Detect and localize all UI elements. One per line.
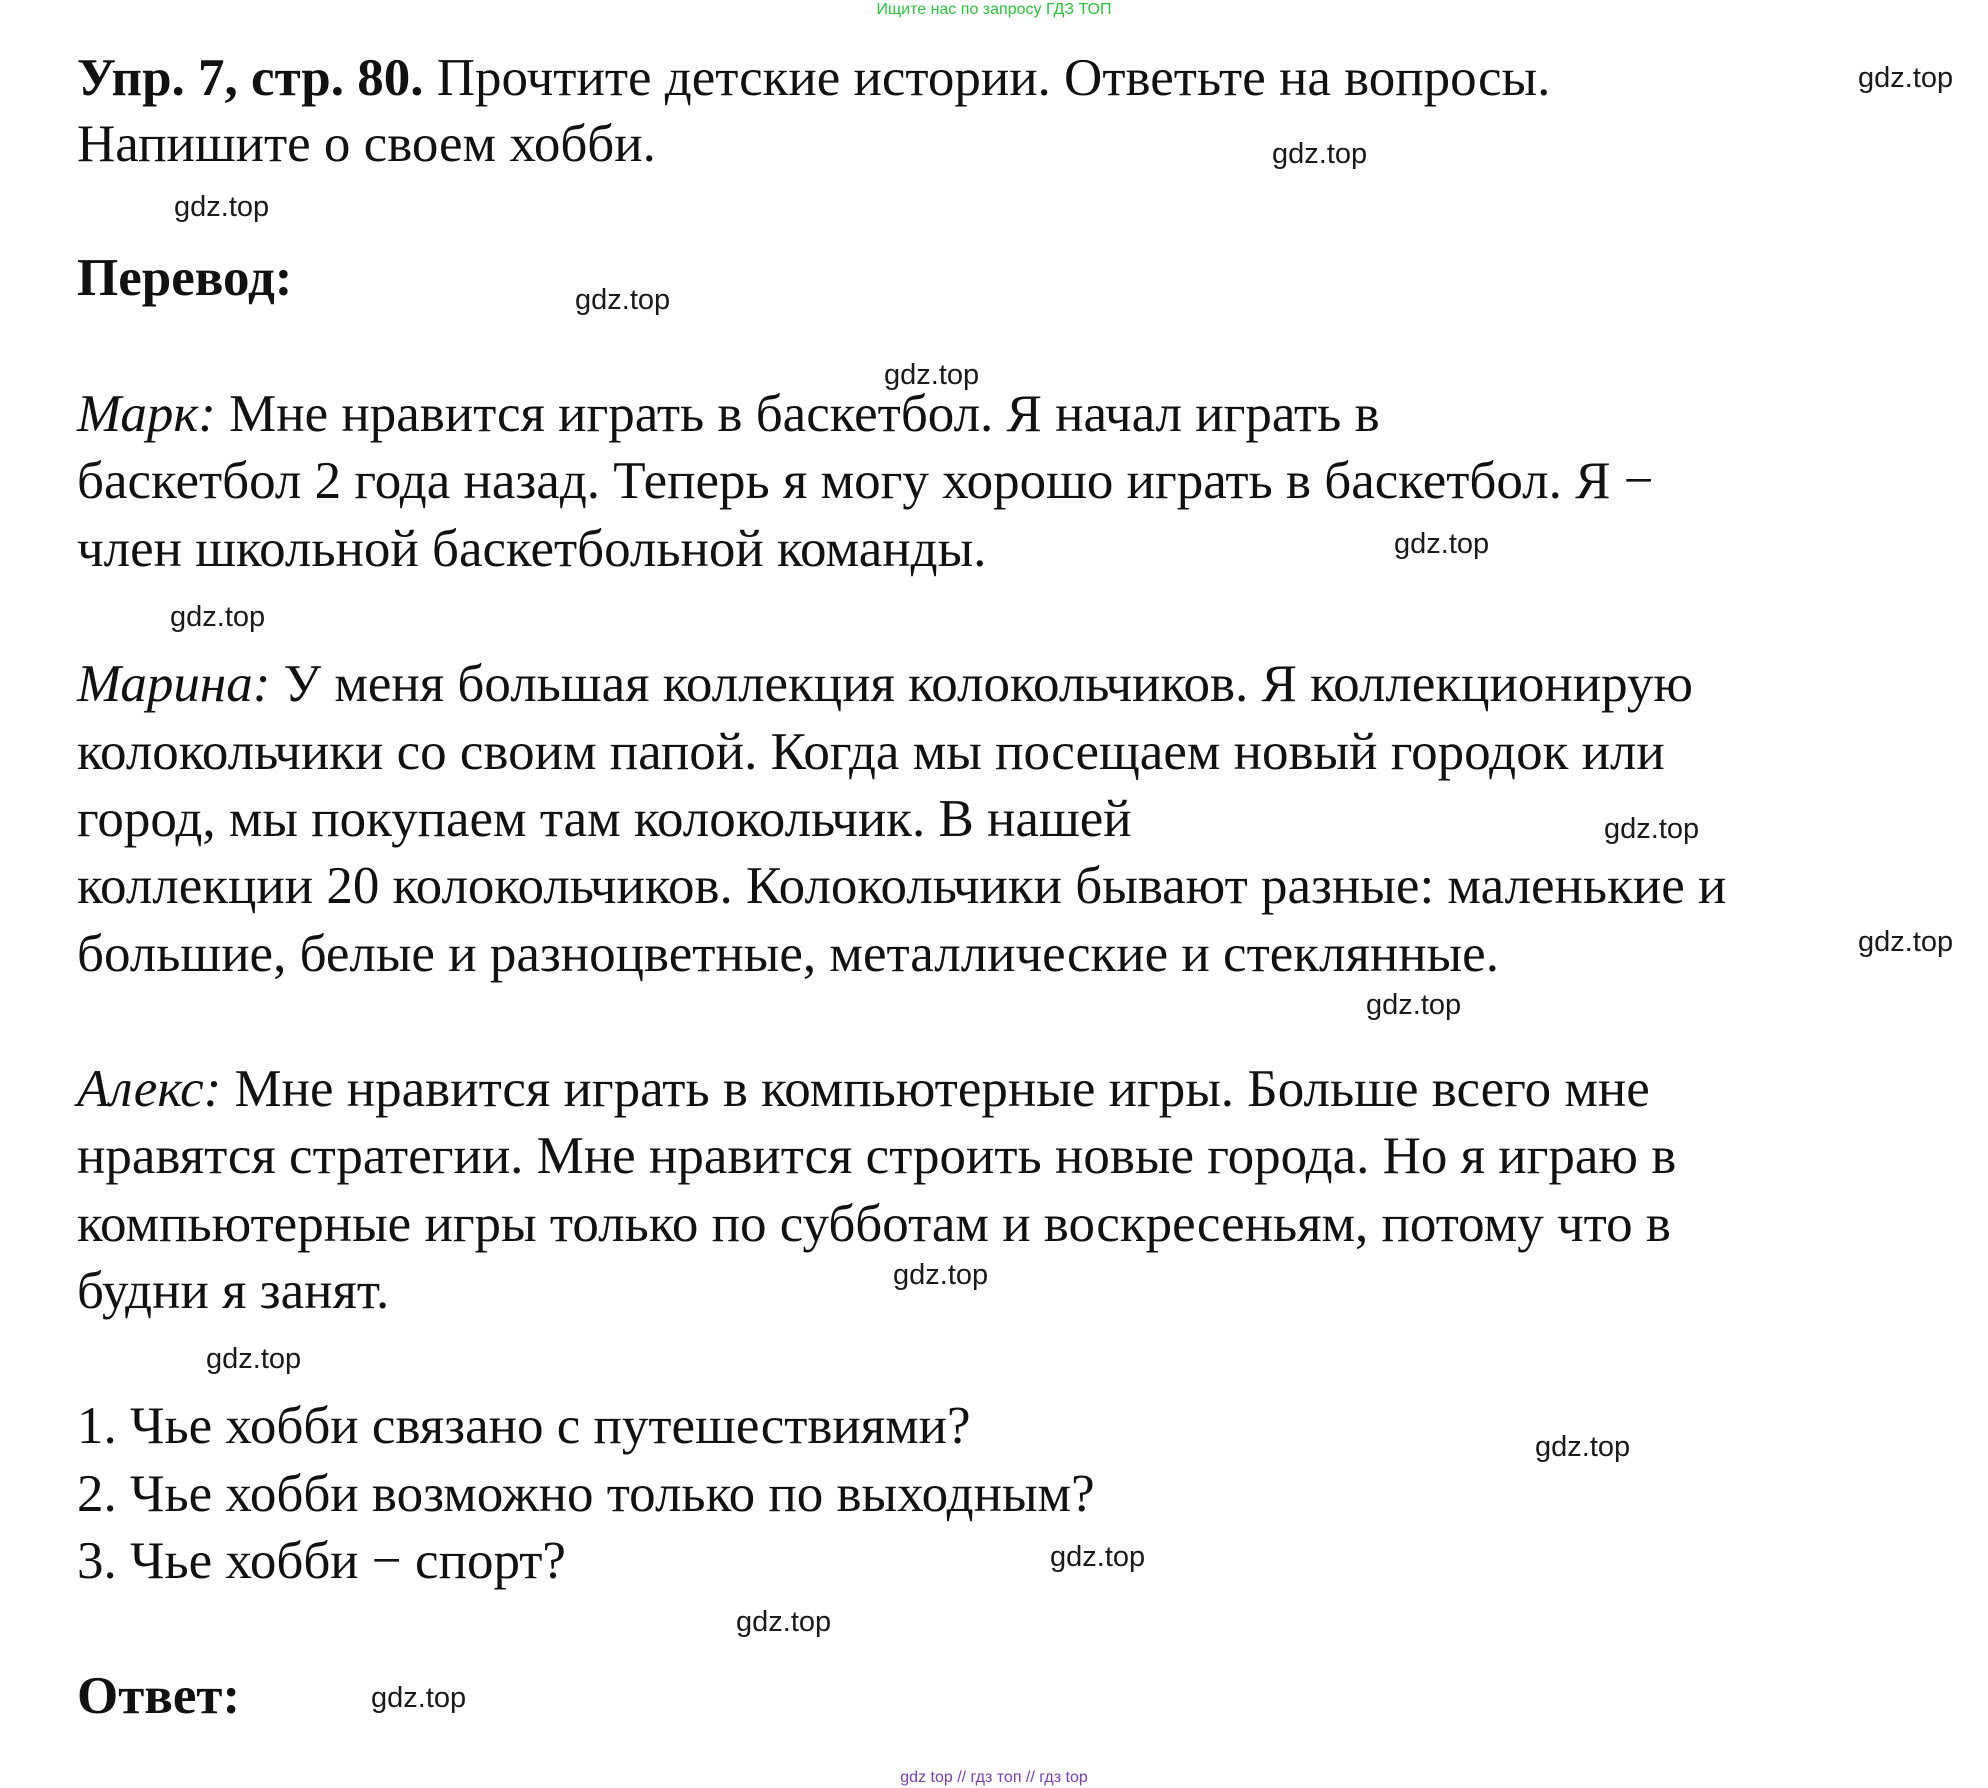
- mark-name: Марк:: [77, 385, 216, 443]
- watermark: gdz.top: [206, 1343, 302, 1375]
- top-banner: Ищите нас по запросу ГДЗ ТОП: [876, 1, 1112, 18]
- mark-story-line-2: баскетбол 2 года назад. Теперь я могу хорошо играть в баскетбол. Я −: [77, 452, 1654, 510]
- alex-text-1: Мне нравится играть в компьютерные игры. Больше всего мне: [221, 1060, 1650, 1118]
- watermark: gdz.top: [371, 1682, 467, 1714]
- alex-story-line-4: будни я занят.: [77, 1262, 390, 1320]
- watermark: gdz.top: [170, 601, 266, 633]
- marina-story-line-5: большие, белые и разноцветные, металлические и стеклянные.: [77, 925, 1499, 983]
- marina-text-1: У меня большая коллекция колокольчиков. Я коллекционирую: [270, 655, 1693, 713]
- watermark: gdz.top: [1394, 528, 1490, 560]
- watermark: gdz.top: [1858, 926, 1954, 958]
- watermark: gdz.top: [1858, 62, 1954, 94]
- alex-story-line-3: компьютерные игры только по субботам и воскресеньям, потому что в: [77, 1195, 1671, 1253]
- watermark: gdz.top: [1535, 1431, 1631, 1463]
- exercise-label: Упр. 7, стр. 80.: [77, 49, 424, 107]
- watermark: gdz.top: [884, 359, 980, 391]
- question-3: 3. Чье хобби − спорт?: [77, 1532, 566, 1590]
- marina-story-line-3: город, мы покупаем там колокольчик. В нашей: [77, 790, 1132, 848]
- marina-story-line-4: коллекции 20 колокольчиков. Колокольчики бывают разные: маленькие и: [77, 857, 1727, 915]
- mark-story-line-1: [77, 380, 1380, 448]
- bottom-footer: gdz top // гдз топ // гдз top: [900, 1769, 1088, 1786]
- translation-heading: Перевод:: [77, 249, 293, 307]
- question-1: 1. Чье хобби связано с путешествиями?: [77, 1397, 971, 1455]
- watermark: gdz.top: [1604, 813, 1700, 845]
- watermark: gdz.top: [1366, 989, 1462, 1021]
- exercise-instruction-2: Напишите о своем хобби.: [77, 115, 656, 173]
- alex-name: Алекс:: [77, 1060, 222, 1118]
- watermark: gdz.top: [893, 1259, 989, 1291]
- exercise-title: [77, 44, 1550, 112]
- watermark: gdz.top: [1272, 138, 1368, 170]
- watermark: gdz.top: [736, 1606, 832, 1638]
- answer-heading: Ответ:: [77, 1667, 241, 1725]
- mark-story-line-3: член школьной баскетбольной команды.: [77, 520, 987, 578]
- marina-name: Марина:: [77, 655, 271, 713]
- mark-text-1: Мне нравится играть в баскетбол. Я начал играть в: [215, 385, 1380, 443]
- question-2: 2. Чье хобби возможно только по выходным?: [77, 1465, 1095, 1523]
- alex-story-line-2: нравятся стратегии. Мне нравится строить новые города. Но я играю в: [77, 1127, 1677, 1185]
- alex-story-line-1: [77, 1055, 1650, 1123]
- watermark: gdz.top: [174, 191, 270, 223]
- marina-story-line-1: [77, 650, 1693, 718]
- marina-story-line-2: колокольчики со своим папой. Когда мы посещаем новый городок или: [77, 723, 1665, 781]
- exercise-instruction-1: Прочтите детские истории. Ответьте на вопросы.: [423, 49, 1551, 107]
- watermark: gdz.top: [575, 284, 671, 316]
- watermark: gdz.top: [1050, 1541, 1146, 1573]
